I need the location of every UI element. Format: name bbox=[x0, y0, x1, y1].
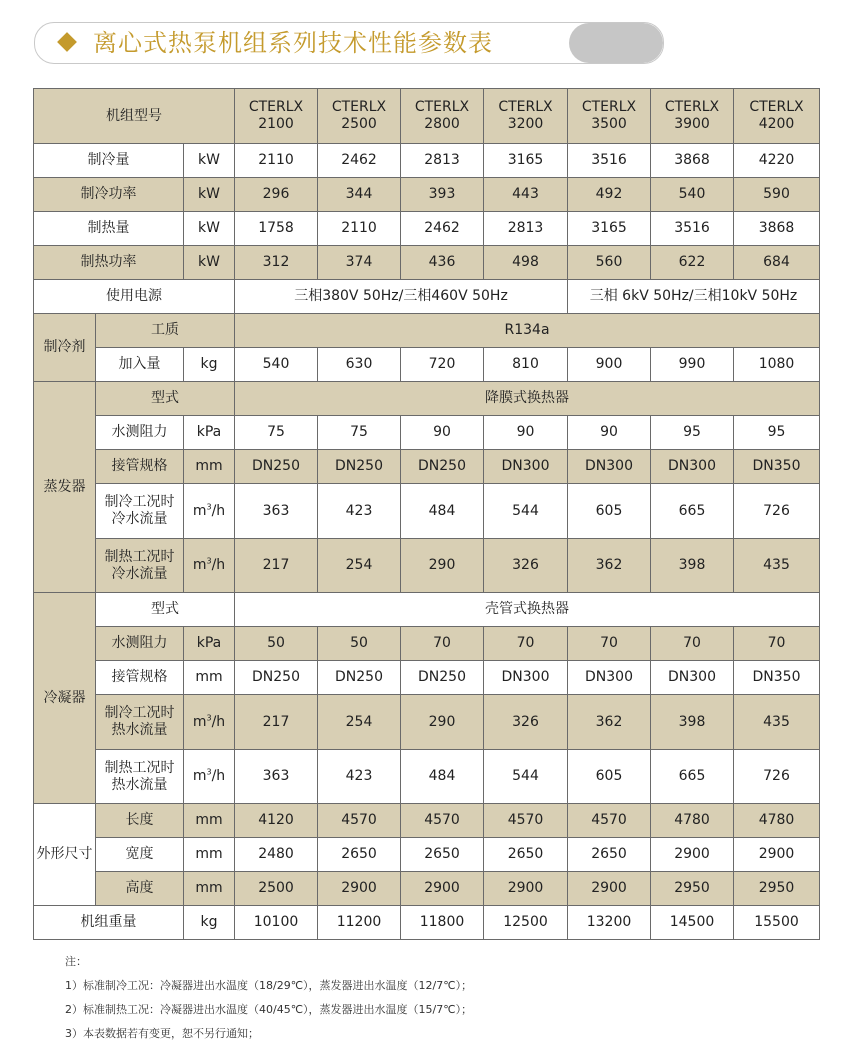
row-cooling-capacity bbox=[34, 144, 820, 178]
value-cell: 2650 bbox=[401, 838, 484, 872]
value-cell: DN250 bbox=[235, 450, 318, 484]
evaporator-type-value: 降膜式换热器 bbox=[235, 382, 820, 416]
value-cell: 590 bbox=[734, 178, 820, 212]
value-cell: 1758 bbox=[235, 212, 318, 246]
row-label: 长度 bbox=[96, 804, 184, 838]
value-cell: 2900 bbox=[734, 838, 820, 872]
group-label-dimensions: 外形尺寸 bbox=[34, 804, 96, 906]
group-label-evaporator: 蒸发器 bbox=[34, 382, 96, 593]
note-line: 3）本表数据若有变更，恕不另行通知； bbox=[65, 1027, 259, 1040]
value-cell: 4570 bbox=[401, 804, 484, 838]
value-cell: DN250 bbox=[401, 450, 484, 484]
value-cell: 2110 bbox=[318, 212, 401, 246]
value-cell: 540 bbox=[235, 348, 318, 382]
diamond-bullet-icon bbox=[57, 32, 77, 52]
value-cell: 435 bbox=[734, 695, 820, 750]
value-cell: 70 bbox=[734, 627, 820, 661]
value-cell: 70 bbox=[568, 627, 651, 661]
value-cell: 484 bbox=[401, 750, 484, 804]
value-cell: 2462 bbox=[401, 212, 484, 246]
row-label: 型式 bbox=[96, 382, 235, 416]
value-cell: 484 bbox=[401, 484, 484, 539]
row-label: 型式 bbox=[96, 593, 235, 627]
power-supply-high-voltage: 三相 6kV 50Hz/三相10kV 50Hz bbox=[568, 280, 820, 314]
row-label: 水测阻力 bbox=[96, 416, 184, 450]
value-cell: 544 bbox=[484, 484, 568, 539]
value-cell: 217 bbox=[235, 539, 318, 593]
value-cell: 3516 bbox=[568, 144, 651, 178]
value-cell: 4120 bbox=[235, 804, 318, 838]
condenser-type-value: 壳管式换热器 bbox=[235, 593, 820, 627]
value-cell: 726 bbox=[734, 750, 820, 804]
value-cell: 4780 bbox=[651, 804, 734, 838]
row-label: 制热功率 bbox=[34, 246, 184, 280]
title-banner bbox=[34, 22, 664, 64]
row-label: 制冷量 bbox=[34, 144, 184, 178]
value-cell: 363 bbox=[235, 484, 318, 539]
value-cell: 2813 bbox=[401, 144, 484, 178]
value-cell: 443 bbox=[484, 178, 568, 212]
value-cell: 50 bbox=[235, 627, 318, 661]
row-condenser-pipe bbox=[34, 661, 820, 695]
value-cell: 2500 bbox=[235, 872, 318, 906]
value-cell: 2950 bbox=[651, 872, 734, 906]
value-cell: 344 bbox=[318, 178, 401, 212]
value-cell: 70 bbox=[651, 627, 734, 661]
value-cell: 630 bbox=[318, 348, 401, 382]
value-cell: 393 bbox=[401, 178, 484, 212]
value-cell: 560 bbox=[568, 246, 651, 280]
value-cell: 684 bbox=[734, 246, 820, 280]
row-evaporator-resistance bbox=[34, 416, 820, 450]
value-cell: 4570 bbox=[484, 804, 568, 838]
notes-heading: 注： bbox=[65, 955, 87, 968]
row-evaporator-pipe bbox=[34, 450, 820, 484]
value-cell: 3516 bbox=[651, 212, 734, 246]
value-cell: 810 bbox=[484, 348, 568, 382]
row-label: 制热量 bbox=[34, 212, 184, 246]
value-cell: 498 bbox=[484, 246, 568, 280]
row-condenser-type bbox=[34, 593, 820, 627]
row-evaporator-heat-flow bbox=[34, 539, 820, 593]
row-unit-flow: $m^3/h$ bbox=[184, 695, 235, 750]
value-cell: 312 bbox=[235, 246, 318, 280]
row-refrigerant-charge bbox=[34, 348, 820, 382]
value-cell: 326 bbox=[484, 695, 568, 750]
value-cell: 4780 bbox=[734, 804, 820, 838]
value-cell: 15500 bbox=[734, 906, 820, 940]
value-cell: 95 bbox=[651, 416, 734, 450]
power-supply-low-voltage: 三相380V 50Hz/三相460V 50Hz bbox=[235, 280, 568, 314]
row-unit-flow: $m^3/h$ bbox=[184, 484, 235, 539]
row-unit: kW bbox=[184, 212, 235, 246]
row-unit: mm bbox=[184, 872, 235, 906]
model-name: CTERLX 3500 bbox=[568, 89, 651, 144]
row-label: 加入量 bbox=[96, 348, 184, 382]
value-cell: 665 bbox=[651, 484, 734, 539]
value-cell: 2650 bbox=[568, 838, 651, 872]
value-cell: 90 bbox=[568, 416, 651, 450]
value-cell: 622 bbox=[651, 246, 734, 280]
value-cell: 4570 bbox=[568, 804, 651, 838]
row-heating-power bbox=[34, 246, 820, 280]
model-name: CTERLX 2500 bbox=[318, 89, 401, 144]
banner-grey-tab bbox=[569, 23, 663, 63]
row-label: 宽度 bbox=[96, 838, 184, 872]
value-cell: 296 bbox=[235, 178, 318, 212]
row-unit: kW bbox=[184, 144, 235, 178]
note-line: 2）标准制热工况：冷凝器进出水温度（40/45℃），蒸发器进出水温度（15/7℃）； bbox=[65, 1003, 473, 1016]
value-cell: 2900 bbox=[568, 872, 651, 906]
value-cell: 423 bbox=[318, 750, 401, 804]
value-cell: 605 bbox=[568, 484, 651, 539]
value-cell: 70 bbox=[401, 627, 484, 661]
row-unit: kW bbox=[184, 246, 235, 280]
row-label: 制冷工况时 热水流量 bbox=[96, 695, 184, 750]
row-unit: mm bbox=[184, 450, 235, 484]
value-cell: 217 bbox=[235, 695, 318, 750]
value-cell: 2900 bbox=[651, 838, 734, 872]
model-name: CTERLX 4200 bbox=[734, 89, 820, 144]
row-unit-flow: $m^3/h$ bbox=[184, 539, 235, 593]
value-cell: 398 bbox=[651, 695, 734, 750]
value-cell: DN300 bbox=[568, 450, 651, 484]
value-cell: 2480 bbox=[235, 838, 318, 872]
value-cell: 605 bbox=[568, 750, 651, 804]
value-cell: 2462 bbox=[318, 144, 401, 178]
row-unit-flow: $m^3/h$ bbox=[184, 750, 235, 804]
value-cell: 665 bbox=[651, 750, 734, 804]
value-cell: 3165 bbox=[484, 144, 568, 178]
group-label-refrigerant: 制冷剂 bbox=[34, 314, 96, 382]
row-dim-width bbox=[34, 838, 820, 872]
value-cell: 2900 bbox=[401, 872, 484, 906]
value-cell: 254 bbox=[318, 539, 401, 593]
model-name: CTERLX 3200 bbox=[484, 89, 568, 144]
value-cell: DN250 bbox=[318, 450, 401, 484]
row-unit: mm bbox=[184, 804, 235, 838]
value-cell: 1080 bbox=[734, 348, 820, 382]
row-unit: kg bbox=[184, 348, 235, 382]
spec-table bbox=[33, 88, 820, 940]
value-cell: DN300 bbox=[651, 661, 734, 695]
value-cell: 90 bbox=[484, 416, 568, 450]
value-cell: 3868 bbox=[651, 144, 734, 178]
row-unit: kW bbox=[184, 178, 235, 212]
value-cell: 374 bbox=[318, 246, 401, 280]
value-cell: DN250 bbox=[401, 661, 484, 695]
value-cell: 423 bbox=[318, 484, 401, 539]
row-label: 接管规格 bbox=[96, 661, 184, 695]
value-cell: 10100 bbox=[235, 906, 318, 940]
value-cell: 540 bbox=[651, 178, 734, 212]
refrigerant-value: R134a bbox=[235, 314, 820, 348]
row-evaporator-cool-flow bbox=[34, 484, 820, 539]
value-cell: 398 bbox=[651, 539, 734, 593]
value-cell: 492 bbox=[568, 178, 651, 212]
value-cell: 90 bbox=[401, 416, 484, 450]
value-cell: 2813 bbox=[484, 212, 568, 246]
row-dim-height bbox=[34, 872, 820, 906]
value-cell: 75 bbox=[318, 416, 401, 450]
value-cell: 254 bbox=[318, 695, 401, 750]
page-title: 离心式热泵机组系列技术性能参数表 bbox=[93, 29, 493, 57]
row-label: 工质 bbox=[96, 314, 235, 348]
value-cell: DN250 bbox=[235, 661, 318, 695]
value-cell: 2950 bbox=[734, 872, 820, 906]
row-label: 制热工况时 热水流量 bbox=[96, 750, 184, 804]
value-cell: 436 bbox=[401, 246, 484, 280]
row-label: 机组重量 bbox=[34, 906, 184, 940]
value-cell: 2650 bbox=[318, 838, 401, 872]
group-label-condenser: 冷凝器 bbox=[34, 593, 96, 804]
value-cell: 14500 bbox=[651, 906, 734, 940]
value-cell: DN250 bbox=[318, 661, 401, 695]
row-label: 制热工况时 冷水流量 bbox=[96, 539, 184, 593]
row-power-supply bbox=[34, 280, 820, 314]
value-cell: DN300 bbox=[484, 450, 568, 484]
value-cell: 363 bbox=[235, 750, 318, 804]
row-refrigerant-medium bbox=[34, 314, 820, 348]
model-name: CTERLX 2800 bbox=[401, 89, 484, 144]
value-cell: 900 bbox=[568, 348, 651, 382]
value-cell: 50 bbox=[318, 627, 401, 661]
row-unit: kPa bbox=[184, 416, 235, 450]
row-cooling-power bbox=[34, 178, 820, 212]
row-condenser-cool-flow bbox=[34, 695, 820, 750]
value-cell: 362 bbox=[568, 695, 651, 750]
value-cell: 326 bbox=[484, 539, 568, 593]
notes bbox=[65, 950, 472, 1046]
value-cell: 435 bbox=[734, 539, 820, 593]
value-cell: 95 bbox=[734, 416, 820, 450]
value-cell: 2110 bbox=[235, 144, 318, 178]
row-unit: kg bbox=[184, 906, 235, 940]
value-cell: DN300 bbox=[484, 661, 568, 695]
row-unit: kPa bbox=[184, 627, 235, 661]
value-cell: 2900 bbox=[484, 872, 568, 906]
value-cell: 4220 bbox=[734, 144, 820, 178]
value-cell: 3868 bbox=[734, 212, 820, 246]
value-cell: 990 bbox=[651, 348, 734, 382]
row-condenser-heat-flow bbox=[34, 750, 820, 804]
value-cell: 70 bbox=[484, 627, 568, 661]
row-dim-length bbox=[34, 804, 820, 838]
value-cell: 3165 bbox=[568, 212, 651, 246]
value-cell: 11800 bbox=[401, 906, 484, 940]
note-line: 1）标准制冷工况：冷凝器进出水温度（18/29℃），蒸发器进出水温度（12/7℃）； bbox=[65, 979, 473, 992]
row-unit: mm bbox=[184, 661, 235, 695]
value-cell: 726 bbox=[734, 484, 820, 539]
model-name: CTERLX 3900 bbox=[651, 89, 734, 144]
value-cell: 13200 bbox=[568, 906, 651, 940]
row-condenser-resistance bbox=[34, 627, 820, 661]
value-cell: 290 bbox=[401, 539, 484, 593]
value-cell: 75 bbox=[235, 416, 318, 450]
value-cell: DN350 bbox=[734, 450, 820, 484]
row-label: 制冷工况时 冷水流量 bbox=[96, 484, 184, 539]
row-label: 接管规格 bbox=[96, 450, 184, 484]
value-cell: 12500 bbox=[484, 906, 568, 940]
row-label: 水测阻力 bbox=[96, 627, 184, 661]
value-cell: DN350 bbox=[734, 661, 820, 695]
model-name: CTERLX 2100 bbox=[235, 89, 318, 144]
value-cell: DN300 bbox=[568, 661, 651, 695]
value-cell: 362 bbox=[568, 539, 651, 593]
value-cell: 2900 bbox=[318, 872, 401, 906]
value-cell: 720 bbox=[401, 348, 484, 382]
value-cell: DN300 bbox=[651, 450, 734, 484]
value-cell: 2650 bbox=[484, 838, 568, 872]
model-label: 机组型号 bbox=[34, 89, 235, 144]
row-weight bbox=[34, 906, 820, 940]
row-label: 高度 bbox=[96, 872, 184, 906]
row-label: 制冷功率 bbox=[34, 178, 184, 212]
value-cell: 11200 bbox=[318, 906, 401, 940]
value-cell: 544 bbox=[484, 750, 568, 804]
row-heating-capacity bbox=[34, 212, 820, 246]
row-unit: mm bbox=[184, 838, 235, 872]
row-evaporator-type bbox=[34, 382, 820, 416]
value-cell: 290 bbox=[401, 695, 484, 750]
value-cell: 4570 bbox=[318, 804, 401, 838]
row-label: 使用电源 bbox=[34, 280, 235, 314]
